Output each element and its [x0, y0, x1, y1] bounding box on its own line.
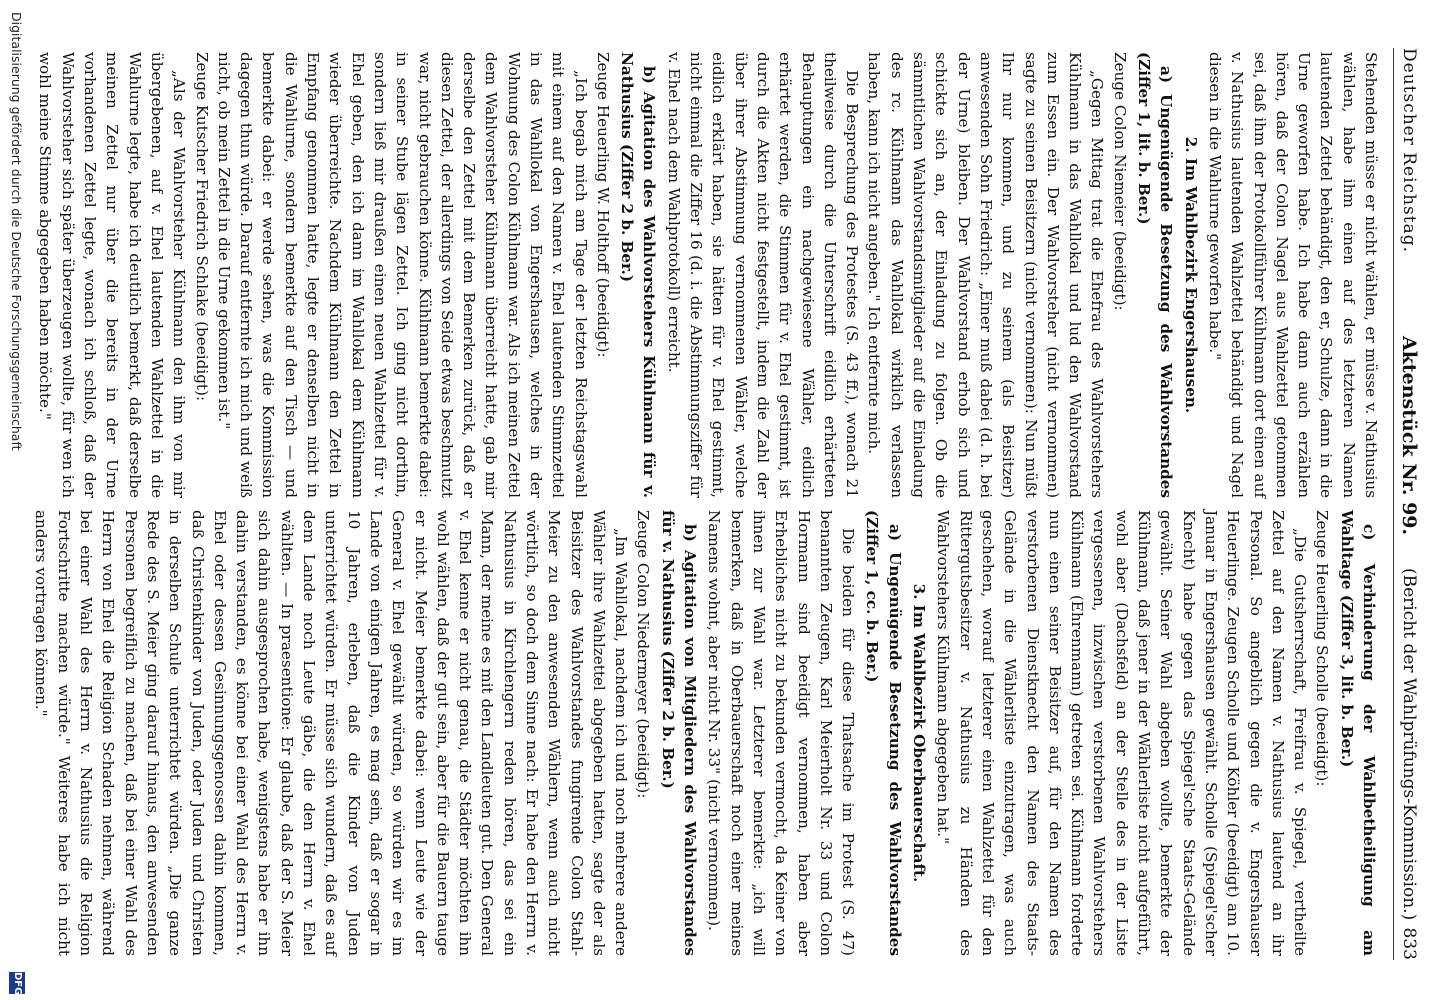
header-document-number: Aktenstück Nr. 99. — [1398, 336, 1420, 536]
witness-line: Zeuge Heuerling W. Holthoff (beeidigt): — [593, 52, 612, 358]
witness-line: Zeuge Heuerling Scholle (beeidigt): — [1313, 510, 1332, 787]
witness-line: Zeuge Kutscher Friedrich Schlake (beeidigt): — [192, 52, 211, 402]
page-header — [1390, 48, 1420, 960]
subsection-heading: b) Agitation von Mitgliedern des Wahlvorstandes für v. Nathusius (Ziffer 2 b. Ber.) — [658, 510, 700, 956]
subsection-heading: c) Verhinderung der Wahlbetheiligung am Wahltage (Ziffer 3, lit. b. Ber.) — [1337, 510, 1378, 956]
subsection-heading: b) Agitation des Wahlvorstehers Kühlmann für v. Nathusius (Ziffer 2 b. Ber.) — [618, 52, 659, 498]
body-paragraph: Die beiden für diese Thatsache im Protest (S. 47) benannten Zeugen, Karl Meierholt Nr. 33 und Colon Hormann sind beeidigt vernommen, haben aber Erhebliches nicht zu bekunden vermocht, da Keiner von ihnen zur Wahl war. Letzterer bemerkte: „ich will bemerken, daß in Oberbauerschaft noch einer meines Namens wohnt, aber nicht Nr. 33" (nicht vernommen). — [705, 510, 858, 956]
testimony-paragraph: „Die Gutsherrschaft, Freifrau v. Spiegel, vertheilte Zettel auf den Namen v. Nathusius lautend an ihr Personal. So angeblich gegen die v. Engershauser Heuerlinge. Zeugen Scholle und Köhler (beeidigt) am 10. Januar in Engershausen gewählt. Scholle (Spiegel'scher Knecht) habe gegen das Spiegel'sche Staats-Gelände gewählt. Seiner Wahl abgeben wollte, bemerkte der Kühlmann, daß jener in der Wählerliste nicht aufgeführt, wohl aber (Dachsfeld) an der Stelle des in der Liste vergessenen, inzwischen verstorbenen Wahlvorstehers Kühlmann (Ehrenmann) getreten sei. Kühlmann forderte nun einen seiner Beisitzer auf, für den Namen des verstorbenen Dienstknecht den Namen des Staats-Gelände in die Wählerliste einzutragen, was auch geschehen, worauf letzterer einen Wahlzettel für den Rittergutsbesitzer v. Nathusius zu Händen des Wahlvorstehers Kühlmann abgegeben hat." — [934, 510, 1310, 956]
subsection-heading: a) Ungenügende Besetzung des Wahlvorstandes (Ziffer 1, lit. b. Ber.) — [1135, 52, 1176, 498]
page-number: 833 — [1399, 927, 1419, 960]
testimony-paragraph: „Gegen Mittag trat die Ehefrau des Wahlvorstehers Kühlmann in das Wahllokal und lud den Wahlvorstand zum Essen ein. Der Wahlvorsteher (nicht vernommen) sagte zu seinen Beisitzern (nicht vernommen): Nun müßt Ihr nur kommen, und zu seinem (als Beisitzer) anwesenden Sohn Friedrich: „Einer muß dabei (d. h. bei der Urne) bleiben. Der Wahlvorstand erhob sich und schickte sich an, der Einladung zu folgen. Ob die sämmtlichen Wahlvorstandsmitglieder auf die Einladung des rc. Kühlmann das Wahllokal wirklich verlassen haben, kann ich nicht angeben." Ich entfernte mich. — [865, 52, 1107, 498]
header-publication: Deutscher Reichstag. — [1399, 48, 1419, 253]
witness-line: Zeuge Colon Niedermeyer (beeidigt): — [634, 510, 653, 799]
right-column — [0, 510, 1382, 956]
header-commission: (Bericht der Wahlprüfungs-Kommission.) — [1399, 568, 1419, 921]
dfg-logo: DFG — [9, 972, 25, 994]
footer-credit: Digitalisierung gefördert durch die Deutsche Forschungsgemeinschaft — [9, 12, 24, 451]
header-rule — [1393, 48, 1394, 960]
witness-line: Zeuge Colon Niemeier (beeidigt): — [1110, 52, 1129, 311]
scanned-page — [32, 0, 1432, 1000]
section-heading: 2. Im Wahlbezirk Engershausen. — [1181, 136, 1200, 414]
body-paragraph: Die Besprechung des Protestes (S. 43 ff.), wonach 21 theilweise durch die Unterschrift eidlich erhärteten Behauptungen ein nachgewiesene Wähler, eidlich erhärtet werden, die Stimmen für v. Ehel gestimmt, ist durch die Akten nicht festgestellt, indem die Zahl der über ihrer Abstimmung vernommenen Wähler, welche eidlich erklärt haben, sie hätten für v. Ehel gestimmt, nicht einmal die Ziffer 16 (d. i. die Abstimmungsziffer für v. Ehel nach dem Wahlprotokoll) erreicht. — [664, 52, 862, 498]
subsection-heading: a) Ungenügende Besetzung des Wahlvorstandes (Ziffer 1, cc. b. Ber.) — [863, 510, 904, 956]
left-column — [34, 52, 1382, 498]
testimony-paragraph: „Als der Wahlvorsteher Kühlmann den ihm von mir übergebenen, auf v. Ehel lautenden Wahlzettel in die Wahlurne legte, habe ich deutlich bemerkt, daß derselbe meinen Zettel nur über die bereits in der Urne vorhandenen Zettel legte, wonach ich schloß, daß der Wahlvorsteher sich später überzeugen wollte, für wen ich wohl meine Stimme abgegeben haben möchte." — [36, 52, 189, 498]
testimony-paragraph: „Ich begab mich am Tage der letzten Reichstagswahl mit einem auf den Namen v. Ehel lautenden Stimmzettel in das Wahllokal von Engershausen, welches in der Wohnung des Colon Kühlmann war. Als ich meinen Zettel dem Wahlvorsteher Kühlmann überreicht hatte, gab mir derselbe den Zettel mit dem Bemerken zurück, daß er diesen Zettel, der allerdings von Seide etwas beschmutzt war, nicht gebrauchen könne. Kühlmann bemerkte dabei: in seiner Stube lägen Zettel. Ich ging nicht dorthin, sondern ließ mir draußen einen neuen Wahlzettel für v. Ehel geben, den ich dann im Wahllokal dem Kühlmann wieder überreichte. Nachdem Kühlmann den Zettel in Empfang genommen hatte, legte er denselben nicht in die Wahlurne, sondern bemerkte auf den Tisch — und bemerkte dabei: er werde sehen, was die Kommission dagegen thun würde. Darauf entfernte ich mich und weiß nicht, ob mein Zettel in die Urne gekommen ist." — [214, 52, 590, 498]
body-paragraph: Stehenden müsse er nicht wählen, er müsse v. Nathusius wählen, habe ihm einen auf des letzteren Namen lautenden Zettel behändigt, den er, Schulze, dann in die Urne geworfen habe. Ich habe dann auch erzählen hören, daß der Colon Nagel aus Wahlzettel getommen sei, daß ihm der Protokollführer Kühlmann dort einen auf v. Nathusius lautenden Wahlzettel behändigt und Nagel diesen in die Wahlurne geworfen habe." — [1205, 52, 1380, 498]
footer-bar — [0, 0, 32, 1000]
section-heading: 3. Im Wahlbezirk Oberbauerschaft. — [910, 583, 929, 883]
testimony-paragraph: „Im Wahllokal, nachdem ich und noch mehrere andere Wähler ihre Wahlzettel abgegeben hatten, sagte der als Beisitzer des Wahlvorstandes fungirende Colon Stahl-Meier zu den anwesenden Wählern, wenn auch nicht wörtlich, so doch dem Sinne nach: Er habe den Herrn v. Nathusius in Kirchlengern reden hören, das sei ein Mann, der meine es mit den Landleuten gut. Den General v. Ehel kenne er nicht genau, die Städter möchten ihn wohl wählen, daß der gut sein, aber für die Bauern tauge er nicht. Meier bemerkte dabei: wenn Leute wie der General v. Ehel gewählt würden, so würden wir es im Lande von einigen Jahren, es mag sein, daß er sogar in 10 Jahren, erleben, daß die Kinder von Juden unterrichtet würden. Er müsse sich wundern, daß es auf dem Lande noch Leute gäbe, die den Herrn v. Ehel wählten. — In praesentione: Er glaube, daß der S. Meier sich dahin ausgesprochen habe, wenigstens habe er ihn dahin verstanden, es könne bei einer Wahl des Herrn v. Ehel oder dessen Gesinnungsgenossen dahin kommen, daß Christenkinder von Juden, oder Juden und Christen in derselben Schule unterrichtet würden. „Die ganze Rede des S. Meier ging darauf hinaus, den anwesenden Personen begreiflich zu machen, daß bei einer Wahl des Herrn von Ehel die Religion Schaden nehmen, während bei einer Wahl des Herrn v. Nathusius die Religion Fortschritte machen würde." Weiteres habe ich nicht anders vortragen können." — [32, 510, 631, 956]
